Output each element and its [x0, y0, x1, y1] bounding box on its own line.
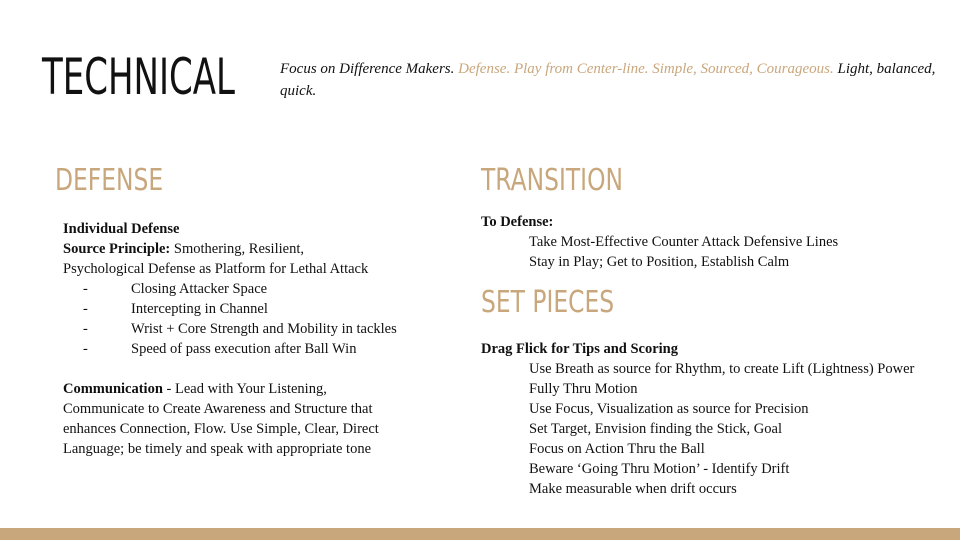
slide-title: TECHNICAL	[42, 48, 235, 106]
list-item: Stay in Play; Get to Position, Establish Calm	[529, 254, 790, 270]
list-item-text: Closing Attacker Space	[131, 281, 268, 297]
spacer	[63, 359, 397, 379]
individual-defense-title: Individual Defense	[63, 221, 180, 237]
list-item	[63, 319, 397, 339]
bullet-marker: -	[83, 281, 88, 297]
list-item-text: Intercepting in Channel	[131, 301, 268, 317]
to-defense-label: To Defense:	[481, 214, 554, 230]
list-item	[63, 279, 397, 299]
tagline-accent: Defense. Play from Center-line. Simple, Sourced, Courageous.	[458, 61, 834, 77]
bullet-marker: -	[83, 321, 88, 337]
source-principle-line	[63, 239, 397, 259]
defense-body	[63, 219, 397, 459]
tagline	[280, 58, 940, 102]
list-item: Set Target, Envision finding the Stick, Goal	[529, 421, 782, 437]
list-item: Focus on Action Thru the Ball	[529, 441, 705, 457]
bullet-marker: -	[83, 341, 88, 357]
list-item	[63, 299, 397, 319]
footer-accent-bar	[0, 528, 960, 540]
communication-line	[63, 379, 397, 399]
set-pieces-heading: SET PIECES	[481, 285, 615, 320]
source-principle-label: Source Principle:	[63, 241, 171, 257]
set-pieces-body	[481, 339, 914, 499]
list-item: Beware ‘Going Thru Motion’ - Identify Drift	[529, 461, 790, 477]
communication-label: Communication	[63, 381, 163, 397]
transition-heading: TRANSITION	[481, 163, 623, 198]
list-item: Use Focus, Visualization as source for Precision	[529, 401, 809, 417]
list-item: Use Breath as source for Rhythm, to create Lift (Lightness) Power	[529, 361, 915, 377]
list-item: Take Most-Effective Counter Attack Defensive Lines	[529, 234, 839, 250]
communication-text: enhances Connection, Flow. Use Simple, Clear, Direct	[63, 421, 379, 437]
list-item-text: Wrist + Core Strength and Mobility in tackles	[131, 321, 397, 337]
communication-text: Language; be timely and speak with appropriate tone	[63, 441, 372, 457]
tagline-part-1: Focus on Difference Makers.	[280, 61, 459, 77]
source-principle-continuation: Psychological Defense as Platform for Lethal Attack	[63, 261, 369, 277]
list-item: Make measurable when drift occurs	[529, 481, 737, 497]
source-principle-text: Smothering, Resilient,	[170, 241, 304, 257]
bullet-marker: -	[83, 301, 88, 317]
communication-text: Communicate to Create Awareness and Structure that	[63, 401, 373, 417]
tagline-part-3: Light, balanced, quick.	[280, 61, 936, 99]
list-item	[63, 339, 397, 359]
list-item: Fully Thru Motion	[529, 381, 638, 397]
list-item-text: Speed of pass execution after Ball Win	[131, 341, 357, 357]
drag-flick-label: Drag Flick for Tips and Scoring	[481, 341, 678, 357]
defense-heading: DEFENSE	[55, 163, 164, 198]
transition-body	[481, 212, 838, 272]
communication-text: - Lead with Your Listening,	[162, 381, 327, 397]
